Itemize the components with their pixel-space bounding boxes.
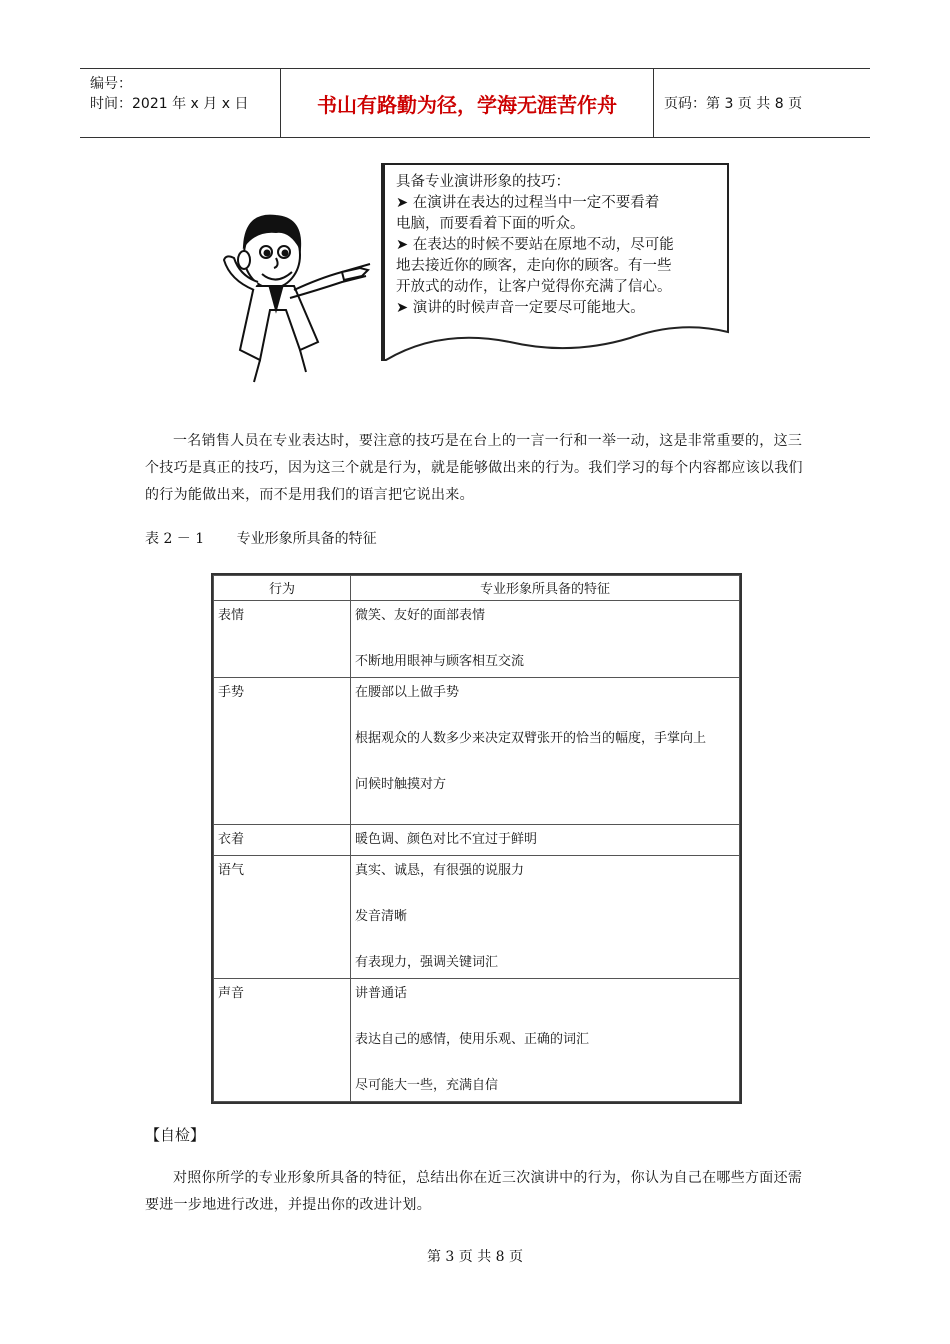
self-check-heading: 【自检】 <box>145 1126 206 1144</box>
header-page-info: 页码：第 3 页 共 8 页 <box>664 96 803 112</box>
feature-cell <box>351 856 740 979</box>
feature-line: 暖色调、颜色对比不宜过于鲜明 <box>355 832 538 847</box>
self-check-paragraph: 对照你所学的专业形象所具备的特征，总结出你在近三次演讲中的行为，你认为自己在哪些方面还需要进一步地进行改进，并提出你的改进计划。 <box>145 1170 803 1213</box>
callout-line: 电脑，而要看着下面的听众。 <box>396 216 585 232</box>
behavior-cell: 语气 <box>214 856 351 979</box>
feature-line: 表达自己的感情，使用乐观、正确的词汇 <box>355 1032 590 1047</box>
feature-line: 问候时触摸对方 <box>355 777 447 792</box>
feature-line: 真实、诚恳，有很强的说服力 <box>355 863 525 878</box>
feature-cell <box>351 825 740 856</box>
feature-line: 讲普通话 <box>355 986 408 1001</box>
callout-line: 开放式的动作，让客户觉得你充满了信心。 <box>396 279 672 295</box>
behavior-cell: 衣着 <box>214 825 351 856</box>
feature-line: 根据观众的人数多少来决定双臂张开的恰当的幅度，手掌向上 <box>355 731 707 746</box>
column-header: 专业形象所具备的特征 <box>351 576 740 601</box>
behavior-cell: 表情 <box>214 601 351 678</box>
feature-line: 不断地用眼神与顾客相互交流 <box>355 654 525 669</box>
table-caption <box>145 528 405 548</box>
table-row <box>214 979 740 1102</box>
features-table <box>211 573 742 1104</box>
table-row <box>214 678 740 825</box>
table-number: 表 2 － 1 <box>145 531 205 547</box>
feature-cell <box>351 678 740 825</box>
table-row <box>214 856 740 979</box>
feature-line: 在腰部以上做手势 <box>355 685 460 700</box>
feature-line: 尽可能大一些，充满自信 <box>355 1078 499 1093</box>
feature-line: 发音清晰 <box>355 909 408 924</box>
column-header: 行为 <box>214 576 351 601</box>
callout-title: 具备专业演讲形象的技巧： <box>396 174 570 190</box>
table-header-row <box>214 576 740 601</box>
callout-line: ➤ 在表达的时候不要站在原地不动，尽可能 <box>396 237 674 253</box>
page-footer: 第 3 页 共 8 页 <box>426 1249 524 1265</box>
feature-line: 有表现力，强调关键词汇 <box>355 955 499 970</box>
time-label: 时间：2021 年 x 月 x 日 <box>90 96 249 112</box>
feature-cell <box>351 979 740 1102</box>
callout-line: 地去接近你的顾客，走向你的顾客。有一些 <box>396 258 672 274</box>
cartoon-presenter-icon <box>224 216 370 382</box>
page-header <box>80 68 870 138</box>
feature-cell <box>351 601 740 678</box>
behavior-cell: 手势 <box>214 678 351 825</box>
table-row <box>214 825 740 856</box>
header-meta <box>80 69 281 137</box>
header-motto: 书山有路勤为径，学海无涯苦作舟 <box>281 69 654 137</box>
behavior-cell: 声音 <box>214 979 351 1102</box>
table-row <box>214 601 740 678</box>
intro-paragraph: 一名销售人员在专业表达时，要注意的技巧是在台上的一言一行和一举一动，这是非常重要的，这三个技巧是真正的技巧，因为这三个就是行为，就是能够做出来的行为。我们学习的每个内容都应该以我们的行为能做出来，而不是用我们的语言把它说出来。 <box>145 433 803 503</box>
table-title: 专业形象所具备的特征 <box>236 531 377 547</box>
speech-scroll-text <box>396 172 726 319</box>
callout-line: ➤ 在演讲在表达的过程当中一定不要看着 <box>396 195 660 211</box>
number-label: 编号： <box>90 76 132 92</box>
feature-line: 微笑、友好的面部表情 <box>355 608 486 623</box>
callout-line: ➤ 演讲的时候声音一定要尽可能地大。 <box>396 300 645 316</box>
